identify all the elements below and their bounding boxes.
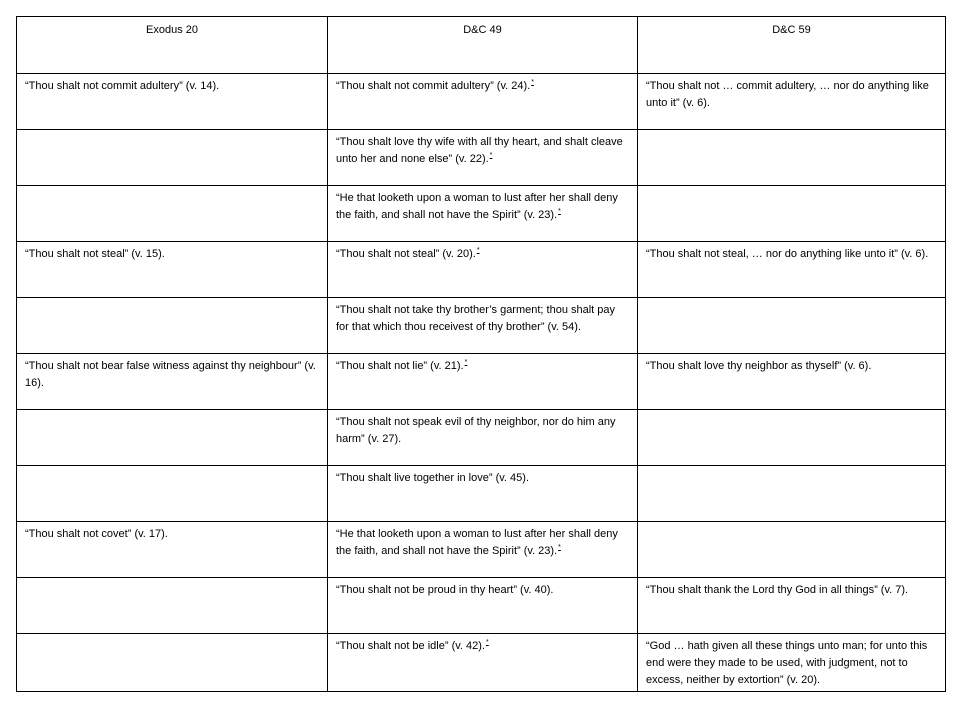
exodus-cell [17,354,328,410]
cell-text: “Thou shalt not covet” (v. 17). [25,528,168,540]
exodus-cell [17,130,328,186]
table-row [17,130,946,186]
dc49-cell [328,634,638,692]
cell-text: “Thou shalt not steal, … nor do anything like unto it” (v. 6). [646,248,929,260]
cell-text: “Thou shalt love thy wife with all thy heart, and shalt cleave unto her and none else” (v. 22). [336,136,623,165]
header-dc-59: D&C 59 [638,17,946,74]
exodus-cell [17,410,328,466]
footnote-link[interactable]: * [476,247,480,255]
cell-text: “Thou shalt not speak evil of thy neighbor, nor do him any harm” (v. 27). [336,416,616,445]
comparison-table [16,16,946,692]
dc49-cell [328,130,638,186]
exodus-cell [17,578,328,634]
dc49-cell [328,410,638,466]
cell-text: “Thou shalt not bear false witness against thy neighbour” (v. 16). [25,360,316,389]
table-row [17,74,946,130]
exodus-cell [17,74,328,130]
exodus-cell [17,466,328,522]
footnote-link[interactable]: * [489,152,493,160]
cell-text: “Thou shalt thank the Lord thy God in all things” (v. 7). [646,584,909,596]
table-row [17,410,946,466]
dc59-cell [638,186,946,242]
dc49-cell [328,298,638,354]
dc59-cell [638,242,946,298]
table-row [17,634,946,692]
cell-text: “Thou shalt not … commit adultery, … nor do anything like unto it” (v. 6). [646,80,929,109]
footnote-link[interactable]: * [485,639,489,647]
table-row [17,242,946,298]
cell-text: “Thou shalt not be idle” (v. 42). [336,640,485,652]
cell-text: “Thou shalt live together in love” (v. 45). [336,472,529,484]
exodus-cell [17,522,328,578]
cell-text: “Thou shalt love thy neighbor as thyself” (v. 6). [646,360,872,372]
table-row [17,298,946,354]
exodus-cell [17,298,328,354]
dc59-cell [638,298,946,354]
table-row [17,522,946,578]
cell-text: “God … hath given all these things unto man; for unto this end were they made to be used, with judgment, not to excess, neither by extortion” (v. 20). [646,640,928,686]
table-row [17,354,946,410]
header-row [17,17,946,74]
cell-text: “He that looketh upon a woman to lust after her shall deny the faith, and shall not have the Spirit” (v. 23). [336,528,618,557]
dc59-cell [638,578,946,634]
header-exodus-20: Exodus 20 [17,17,328,74]
cell-text: “He that looketh upon a woman to lust after her shall deny the faith, and shall not have the Spirit” (v. 23). [336,192,618,221]
table-row [17,466,946,522]
table-row [17,578,946,634]
dc49-cell [328,186,638,242]
exodus-cell [17,634,328,692]
cell-text: “Thou shalt not steal” (v. 15). [25,248,165,260]
dc49-cell [328,354,638,410]
header-dc-49: D&C 49 [328,17,638,74]
exodus-cell [17,242,328,298]
dc59-cell [638,74,946,130]
dc49-cell [328,242,638,298]
table-row [17,186,946,242]
dc59-cell [638,522,946,578]
footnote-link[interactable]: * [531,79,534,87]
cell-text: “Thou shalt not be proud in thy heart” (v. 40). [336,584,554,596]
dc59-cell [638,466,946,522]
dc59-cell [638,634,946,692]
cell-text: “Thou shalt not steal” (v. 20). [336,248,476,260]
footnote-link[interactable]: * [558,544,561,552]
dc49-cell [328,74,638,130]
cell-text: “Thou shalt not take thy brother’s garment; thou shalt pay for that which thou receivest of thy brother” (v. 54). [336,304,616,333]
dc49-cell [328,578,638,634]
cell-text: “Thou shalt not commit adultery” (v. 14). [25,80,220,92]
exodus-cell [17,186,328,242]
dc59-cell [638,410,946,466]
footnote-link[interactable]: * [558,208,561,216]
cell-text: “Thou shalt not commit adultery” (v. 24). [336,80,531,92]
cell-text: “Thou shalt not lie” (v. 21). [336,360,464,372]
dc59-cell [638,354,946,410]
dc49-cell [328,466,638,522]
footnote-link[interactable]: * [464,359,468,367]
dc49-cell [328,522,638,578]
dc59-cell [638,130,946,186]
